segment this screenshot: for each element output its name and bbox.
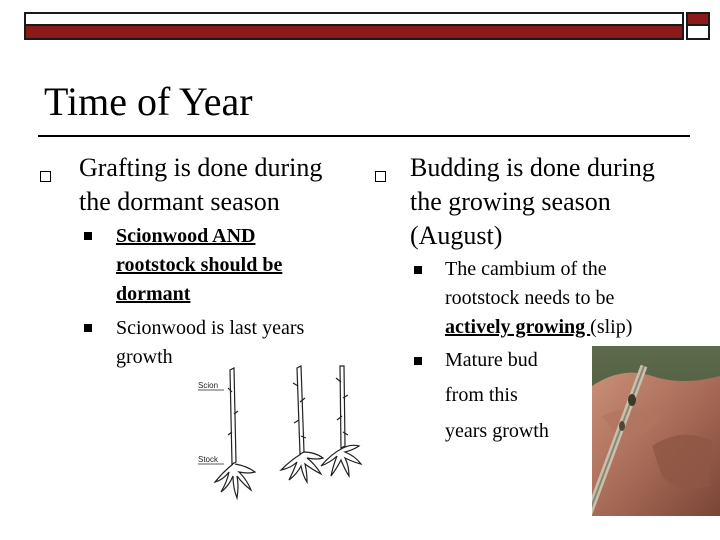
right-heading-line2: the growing season: [410, 187, 611, 216]
header-red-square: [686, 12, 710, 26]
filled-bullet-icon: [84, 324, 92, 332]
right-sub1-line3: [445, 313, 632, 342]
header-white-square: [686, 26, 710, 40]
left-sub2-line1: Scionwood is last years: [116, 317, 305, 339]
header-red-bar: [24, 26, 684, 40]
bud-stick-photo: [592, 346, 720, 516]
right-heading-line3: (August): [410, 221, 503, 250]
header-outline-bar: [24, 12, 684, 26]
slip-text: (slip): [590, 316, 633, 338]
slide-header-bar: [24, 12, 712, 40]
filled-bullet-icon: [84, 232, 92, 240]
right-sub2-line3: years growth: [445, 420, 549, 442]
stock-label: Stock: [198, 455, 219, 464]
left-sub1-line3: dormant: [116, 283, 191, 305]
square-bullet-icon: [375, 171, 386, 182]
left-sub1-line2: rootstock should be: [116, 254, 283, 276]
right-heading-line1: Budding is done during: [410, 153, 655, 182]
right-sub2-line2: from this: [445, 384, 518, 406]
actively-growing-emphasis: actively growing: [445, 316, 591, 338]
slide-title: Time of Year: [44, 79, 253, 124]
right-sub1-line2: rootstock needs to be: [445, 287, 615, 309]
square-bullet-icon: [40, 171, 51, 182]
scion-label: Scion: [198, 381, 219, 390]
right-sub1-line1: The cambium of the: [445, 258, 607, 280]
title-divider: [38, 135, 690, 137]
left-heading-line1: Grafting is done during: [79, 153, 323, 182]
filled-bullet-icon: [414, 357, 422, 365]
left-sub2-line2: growth: [116, 346, 173, 368]
left-sub1-line1: Scionwood AND: [116, 225, 256, 247]
right-sub2-line1: Mature bud: [445, 349, 538, 371]
graft-illustration: [196, 362, 366, 522]
left-heading-line2: the dormant season: [79, 187, 280, 216]
filled-bullet-icon: [414, 266, 422, 274]
